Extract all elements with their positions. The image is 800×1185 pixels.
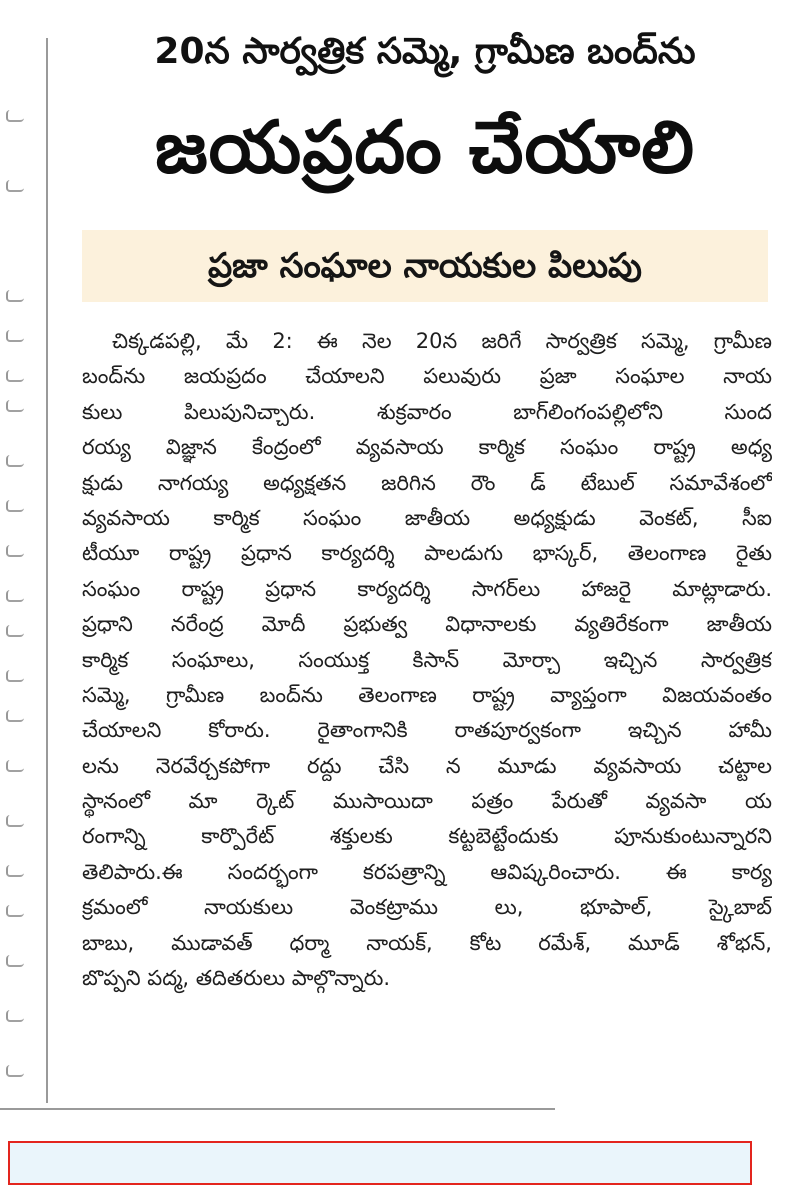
adjacent-text-fragment [6,330,24,342]
article-headline: జయప్రదం చేయాలి [154,105,696,189]
adjacent-text-fragment [6,455,24,467]
adjacent-text-fragment [6,545,24,557]
adjacent-text-fragment [6,955,24,967]
body-line: సమ్మె, గ్రామీణ బంద్‌ను తెలంగాణ రాష్ట్ర వ్యాప్తంగా విజయవంతం [82,682,772,707]
adjacent-text-fragment [6,905,24,917]
adjacent-text-fragment [6,1065,24,1077]
body-line: చిక్కడపల్లి, మే 2: ఈ నెల 20న జరిగే సార్వత్రిక సమ్మె, గ్రామీణ [112,329,772,353]
body-line: బంద్‌ను జయప్రదం చేయాలని పలువురు ప్రజా సంఘాల నాయ [82,364,772,389]
adjacent-text-fragment [6,670,24,682]
body-line: క్రమంలో నాయకులు వెంకట్రాము లు, భూపాల్, స్కైబాబ్ [82,895,772,920]
adjacent-text-fragment [6,370,24,382]
adjacent-column-fragment [0,0,30,1110]
body-line: వ్యవసాయ కార్మిక సంఘం జాతీయ అధ్యక్షుడు వెంకట్, సీఐ [82,505,772,530]
article-subheadline: ప్రజా సంఘాల నాయకుల పిలుపు [208,246,642,286]
article-body [82,324,772,996]
body-line: చేయాలని కోరారు. రైతాంగానికి రాతపూర్వకంగా ఇచ్చిన హామీ [82,718,772,743]
article-bottom-rule [0,1108,555,1110]
body-line: క్షుడు నాగయ్య అధ్యక్షతన జరిగిన రౌం డ్ టేబుల్ సమావేశంలో [82,470,772,495]
body-line: లను నెరవేర్చకపోగా రద్దు చేసి న మూడు వ్యవసాయ చట్టాల [82,753,772,778]
body-line: రంగాన్ని కార్పొరేట్ శక్తులకు కట్టబెట్టేందుకు పూనుకుంటున్నారని [82,824,772,849]
body-line: ప్రధాని నరేంద్ర మోదీ ప్రభుత్వ విధానాలకు వ్యతిరేకంగా జాతీయ [82,612,772,637]
adjacent-text-fragment [6,865,24,877]
adjacent-text-fragment [6,760,24,772]
body-line: కార్మిక సంఘాలు, సంయుక్త కిసాన్ మోర్చా ఇచ్చిన సార్వత్రిక [82,647,772,672]
news-article [60,0,790,1110]
adjacent-text-fragment [6,1010,24,1022]
adjacent-text-fragment [6,625,24,637]
adjacent-text-fragment [6,290,24,302]
adjacent-text-fragment [6,400,24,412]
adjacent-text-fragment [6,710,24,722]
body-line: బొప్పని పద్మ, తదితరులు పాల్గొన్నారు. [82,966,391,991]
adjacent-text-fragment [6,590,24,602]
subheadline-banner [82,230,768,302]
body-line: బాబు, ముడావత్ ధర్మా నాయక్, కోట రమేశ్, మూడ్ శోభన్, [82,930,772,955]
body-line: తెలిపారు.ఈ సందర్భంగా కరపత్రాన్ని ఆవిష్కరించారు. ఈ కార్య [82,859,772,884]
adjacent-text-fragment [6,500,24,512]
adjacent-text-fragment [6,815,24,827]
body-line: కులు పిలుపునిచ్చారు. శుక్రవారం బాగ్‌లింగంపల్లిలోని సుంద [82,399,772,424]
body-line: రయ్య విజ్ఞాన కేంద్రంలో వ్యవసాయ కార్మిక సంఘం రాష్ట్ర అధ్య [82,435,772,460]
next-article-box [8,1141,752,1185]
adjacent-text-fragment [6,180,24,192]
article-kicker: 20న సార్వత్రిక సమ్మె, గ్రామీణ బంద్‌ను [154,31,696,72]
body-line: టీయూ రాష్ట్ర ప్రధాన కార్యదర్శి పాలడుగు భాస్కర్, తెలంగాణ రైతు [82,541,772,566]
body-line: స్థానంలో మా ర్కెట్ ముసాయిదా పత్రం పేరుతో వ్యవసా య [82,789,772,814]
adjacent-text-fragment [6,110,24,122]
column-divider [46,38,48,1103]
body-line: సంఘం రాష్ట్ర ప్రధాన కార్యదర్శి సాగర్‌లు హాజరై మాట్లాడారు. [82,576,772,601]
